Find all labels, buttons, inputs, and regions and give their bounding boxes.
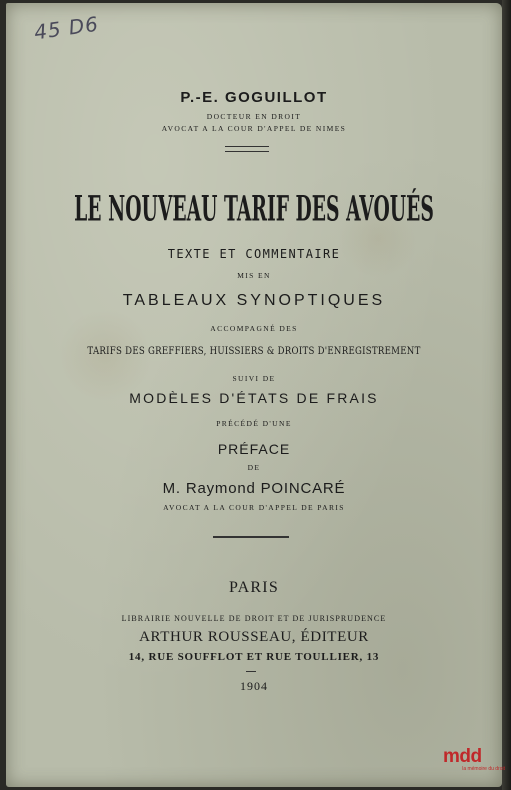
subtitle-tarifs: TARIFS DES GREFFIERS, HUISSIERS & DROITS D'ENREGISTREMENT (87, 346, 421, 357)
watermark-logo (443, 746, 505, 782)
author-name: P.-E. GOGUILLOT (180, 89, 328, 106)
logo-subtitle: la mémoire du droit (462, 766, 505, 772)
connector-precede: PRÉCÉDÉ D'UNE (216, 419, 292, 428)
publisher-house: LIBRAIRIE NOUVELLE DE DROIT ET DE JURISPRUDENCE (121, 614, 387, 623)
connector-accompagne: ACCOMPAGNÉ DES (210, 324, 298, 333)
subtitle-tableaux: TABLEAUX SYNOPTIQUES (122, 292, 386, 309)
handwritten-shelfmark: 45 D6 (32, 11, 101, 45)
publisher-address: 14, RUE SOUFFLOT ET RUE TOULLIER, 13 (128, 651, 380, 663)
connector-mis-en: MIS EN (237, 271, 271, 280)
book-cover (6, 3, 502, 787)
preface-heading: PRÉFACE (217, 441, 291, 457)
preface-author-title: AVOCAT A LA COUR D'APPEL DE PARIS (163, 503, 345, 512)
spine-shadow (502, 0, 511, 790)
logo-text: mdd (443, 746, 482, 767)
preface-author: M. Raymond POINCARÉ (162, 480, 346, 497)
ornament-divider (225, 146, 269, 152)
connector-suivi: SUIVI DE (232, 374, 276, 383)
publication-city: PARIS (229, 579, 279, 596)
publication-year: 1904 (240, 679, 268, 693)
author-title-lawyer: AVOCAT A LA COUR D'APPEL DE NIMES (161, 124, 347, 133)
horizontal-rule (213, 536, 289, 538)
publisher-name: ARTHUR ROUSSEAU, ÉDITEUR (139, 629, 369, 645)
book-title: LE NOUVEAU TARIF DES AVOUÉS (74, 187, 434, 230)
author-title-doctor: DOCTEUR EN DROIT (206, 112, 302, 121)
subtitle-texte: TEXTE ET COMMENTAIRE (167, 247, 341, 261)
short-dash (246, 671, 256, 672)
connector-de: DE (247, 463, 261, 472)
subtitle-modeles: MODÈLES D'ÉTATS DE FRAIS (129, 390, 379, 406)
